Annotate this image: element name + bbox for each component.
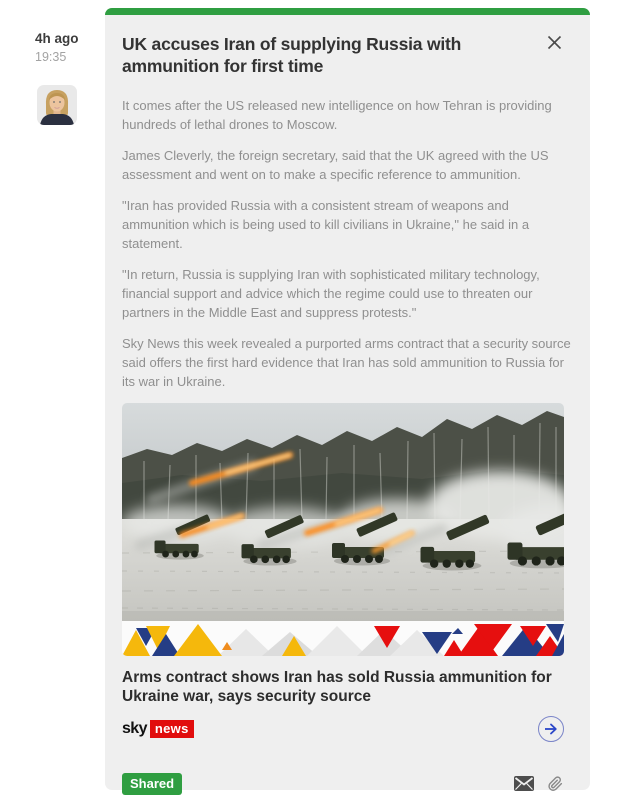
open-link-button[interactable] [538, 716, 564, 742]
timeline-column [0, 0, 105, 800]
clock-timestamp: 19:35 [35, 50, 67, 64]
post-paragraph: Sky News this week revealed a purported arms contract that a security source said offers the first hard evidence that Iran has sold ammunition to Russia for its war in Ukraine. [122, 335, 571, 389]
share-email-button[interactable] [514, 776, 534, 791]
article-media[interactable] [122, 403, 564, 656]
post-paragraph: "In return, Russia is supplying Iran with sophisticated military technology, financial support and advice which the regime could use to threaten our partners in the Middle East and suppress protests." [122, 266, 540, 320]
post-card [105, 8, 590, 790]
post-title: UK accuses Iran of supplying Russia with ammunition for first time [122, 34, 462, 77]
rocket-launchers-photo [122, 403, 564, 621]
link-card-title[interactable]: Arms contract shows Iran has sold Russia ammunition for Ukraine war, says security source [122, 668, 552, 706]
relative-timestamp: 4h ago [35, 31, 79, 46]
shared-status-badge: Shared [122, 773, 182, 795]
close-button[interactable] [545, 33, 563, 51]
avatar-image [37, 85, 77, 125]
post-paragraph: It comes after the US released new intelligence on how Tehran is providing hundreds of lethal drones to Moscow. [122, 97, 552, 132]
email-icon [514, 776, 534, 791]
post-paragraph: "Iran has provided Russia with a consistent stream of weapons and ammunition which is being used to kill civilians in Ukraine," he said in a statement. [122, 197, 530, 251]
news-logo-word: news [150, 720, 194, 738]
author-avatar [37, 85, 77, 125]
post-footer [122, 773, 564, 795]
post-paragraph: James Cleverly, the foreign secretary, said that the UK agreed with the US assessment and went on to make a specific reference to ammunition. [122, 147, 549, 182]
arrow-right-icon [544, 723, 558, 735]
post-body [122, 96, 573, 391]
sky-logo-word: sky [122, 719, 147, 737]
copy-link-button[interactable] [546, 775, 564, 793]
sky-news-triangle-banner [122, 621, 564, 656]
link-card-source-row [122, 716, 564, 742]
card-accent-bar [105, 8, 590, 15]
link-icon [546, 775, 564, 793]
close-icon [547, 35, 562, 50]
sky-news-logo[interactable] [122, 720, 194, 738]
